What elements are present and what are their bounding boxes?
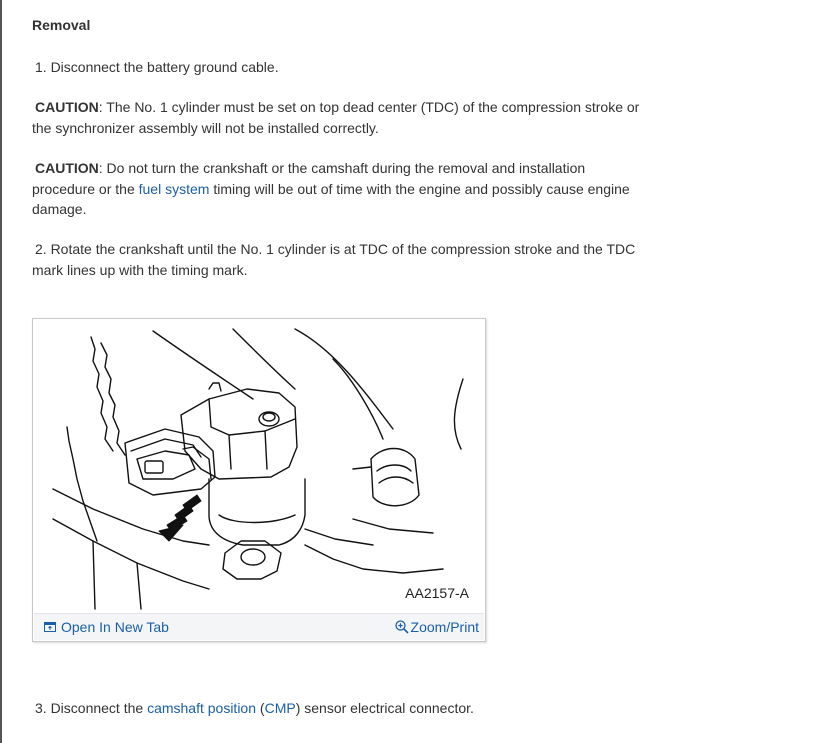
cmp-sensor-illustration <box>33 319 485 613</box>
caution-2 <box>32 158 652 220</box>
section-heading: Removal <box>32 17 91 33</box>
left-border-rule <box>0 0 2 743</box>
figure-toolbar <box>34 613 484 640</box>
zoom-print-label: Zoom/Print <box>410 619 479 635</box>
open-in-new-tab-label: Open In New Tab <box>61 619 169 635</box>
step-2-text: 2. Rotate the crankshaft until the No. 1 cylinder is at TDC of the compression stroke and the TDC mark lines up with the timing mark. <box>32 241 636 278</box>
step-1-text: 1. Disconnect the battery ground cable. <box>35 59 279 75</box>
step-2 <box>32 239 652 280</box>
figure-caption: AA2157-A <box>405 585 469 601</box>
caution-2-label: CAUTION <box>35 160 99 176</box>
caution-1 <box>32 97 652 138</box>
sensor-figure <box>32 318 486 642</box>
zoom-print-button[interactable] <box>395 619 479 635</box>
camshaft-position-link[interactable]: camshaft position <box>147 700 257 716</box>
cmp-link[interactable]: CMP <box>264 700 296 716</box>
caution-2-text-after: timing will be out of time with the engine and possibly cause engine damage. <box>32 180 630 217</box>
fuel-system-link[interactable]: fuel system <box>138 180 210 197</box>
step-3-text-after: ) sensor electrical connector. <box>295 700 474 716</box>
caution-1-label: CAUTION <box>35 99 99 115</box>
open-in-new-tab-button[interactable] <box>44 619 169 635</box>
caution-2-text-before: : Do not turn the crankshaft or the camshaft during the removal and installation procedure or the <box>32 160 586 197</box>
step-1 <box>32 57 652 78</box>
open-in-new-tab-icon <box>44 621 56 633</box>
step-3-text-middle: ( <box>256 700 265 716</box>
caution-1-text: : The No. 1 cylinder must be set on top dead center (TDC) of the compression stroke or the synchronizer assembly will not be installed correctly. <box>32 99 640 136</box>
direction-arrow-icon <box>159 495 201 541</box>
step-3 <box>32 698 652 719</box>
magnifier-plus-icon <box>395 620 409 634</box>
step-3-text-before: 3. Disconnect the <box>35 700 148 716</box>
